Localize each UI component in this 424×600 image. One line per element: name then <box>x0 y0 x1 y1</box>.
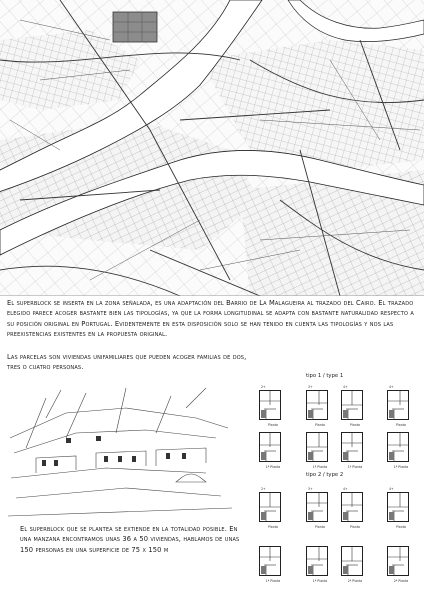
type1-label: tipo 1 / type 1 <box>306 373 344 379</box>
plan-patio <box>261 410 266 418</box>
plan-type2-3p-ground <box>306 487 328 529</box>
plan-walls <box>388 493 408 521</box>
plan-type2-4p-ground <box>341 487 363 529</box>
plan-patio <box>389 512 394 520</box>
superblock-zone <box>113 12 157 42</box>
plan-patio <box>308 452 313 460</box>
plan-caption: Planta <box>350 423 360 427</box>
plan-walls <box>307 547 327 575</box>
plan-walls <box>260 433 280 461</box>
plan-walls <box>307 391 327 419</box>
plan-patio <box>343 410 348 418</box>
type2-label: tipo 2 / type 2 <box>306 472 344 478</box>
plan-type1-3p-ground <box>306 385 328 427</box>
city-map-drawing <box>0 0 424 296</box>
plan-caption: Planta <box>396 525 406 529</box>
plan-caption: Planta <box>268 423 278 427</box>
plan-caption: 2ª Planta <box>347 579 363 583</box>
plan-type1-4p-first-b <box>387 432 409 469</box>
plan-tag: 2+ <box>261 487 266 491</box>
plan-type1-2p-first <box>259 432 281 469</box>
plan-patio <box>261 566 266 574</box>
plan-caption: Planta <box>350 525 360 529</box>
plan-type2-4p-ground-b <box>387 487 409 529</box>
plan-type2-2p-first <box>259 546 281 583</box>
plan-patio <box>308 410 313 418</box>
plan-patio <box>343 452 348 460</box>
plan-walls <box>388 547 408 575</box>
plan-walls <box>307 493 327 521</box>
plan-type1-4p-first <box>341 432 363 469</box>
plan-type1-2p-ground <box>259 385 281 427</box>
plan-patio <box>389 452 394 460</box>
plan-patio <box>261 512 266 520</box>
plan-type2-4p-first <box>341 546 363 583</box>
intro-paragraph: El superblock se inserta en la zona señalada, es una adaptación del Barrio de La Malagueira al trazado del Cairo. El trazado elegido parece acoger bastante bien las tipologías, ya que la forma longitudinal se adapta con bastante naturalidad respecto a su posición original en Portugal. Evidentemente en esta disposición solo se han tenido en cuenta las tipologías y nos las preexistencias existentes en la propuesta original. <box>7 299 414 339</box>
plan-patio <box>343 512 348 520</box>
plan-type2-4p-first-b <box>387 546 409 583</box>
plan-type2-3p-first <box>306 546 328 583</box>
plan-caption: 1ª Planta <box>265 465 281 469</box>
plan-walls <box>388 433 408 461</box>
plan-patio <box>308 566 313 574</box>
plan-tag: 4+ <box>343 385 348 389</box>
city-map <box>0 0 424 296</box>
plan-walls <box>307 433 327 461</box>
plan-walls <box>388 391 408 419</box>
plan-tag: 3+ <box>308 487 313 491</box>
plan-walls <box>260 547 280 575</box>
plan-tag: 2+ <box>261 385 266 389</box>
plan-patio <box>389 410 394 418</box>
plan-tag: 4+ <box>389 487 394 491</box>
plan-tag: 3+ <box>308 385 313 389</box>
plan-walls <box>342 433 362 461</box>
plan-caption: 1ª Planta <box>312 465 328 469</box>
plan-caption: 1ª Planta <box>393 465 409 469</box>
plan-caption: Planta <box>268 525 278 529</box>
plan-caption: Planta <box>315 423 325 427</box>
plan-walls <box>260 391 280 419</box>
plan-type1-3p-first <box>306 432 328 469</box>
sketch-drawing <box>6 378 234 520</box>
plan-patio <box>308 512 313 520</box>
plan-caption: Planta <box>315 525 325 529</box>
plan-walls <box>342 391 362 419</box>
superblock-paragraph: El superblock que se plantea se extiende en la totalidad posible. En una manzana encontramos unas 36 a 50 viviendas, hablamos de unas 150 personas en una superficie de 75 x 150 m <box>20 525 240 554</box>
plan-caption: 1ª Planta <box>265 579 281 583</box>
plan-type1-4p-ground-b <box>387 385 409 427</box>
plan-caption: 1ª Planta <box>312 579 328 583</box>
plan-tag: 4+ <box>389 385 394 389</box>
plan-type1-4p-ground <box>341 385 363 427</box>
plan-tag: 4+ <box>343 487 348 491</box>
plan-walls <box>342 493 362 521</box>
plan-walls <box>342 547 362 575</box>
plan-patio <box>261 452 266 460</box>
plan-caption: 2ª Planta <box>393 579 409 583</box>
plan-caption: 1ª Planta <box>347 465 363 469</box>
plan-patio <box>389 566 394 574</box>
plan-walls <box>260 493 280 521</box>
plan-type2-2p-ground <box>259 487 281 529</box>
perspective-sketch <box>6 378 234 520</box>
plan-patio <box>343 566 348 574</box>
parcels-paragraph: Las parcelas son viviendas unifamiliares que pueden acoger familias de dos, tres o cuatro personas. <box>7 353 247 372</box>
plan-caption: Planta <box>396 423 406 427</box>
